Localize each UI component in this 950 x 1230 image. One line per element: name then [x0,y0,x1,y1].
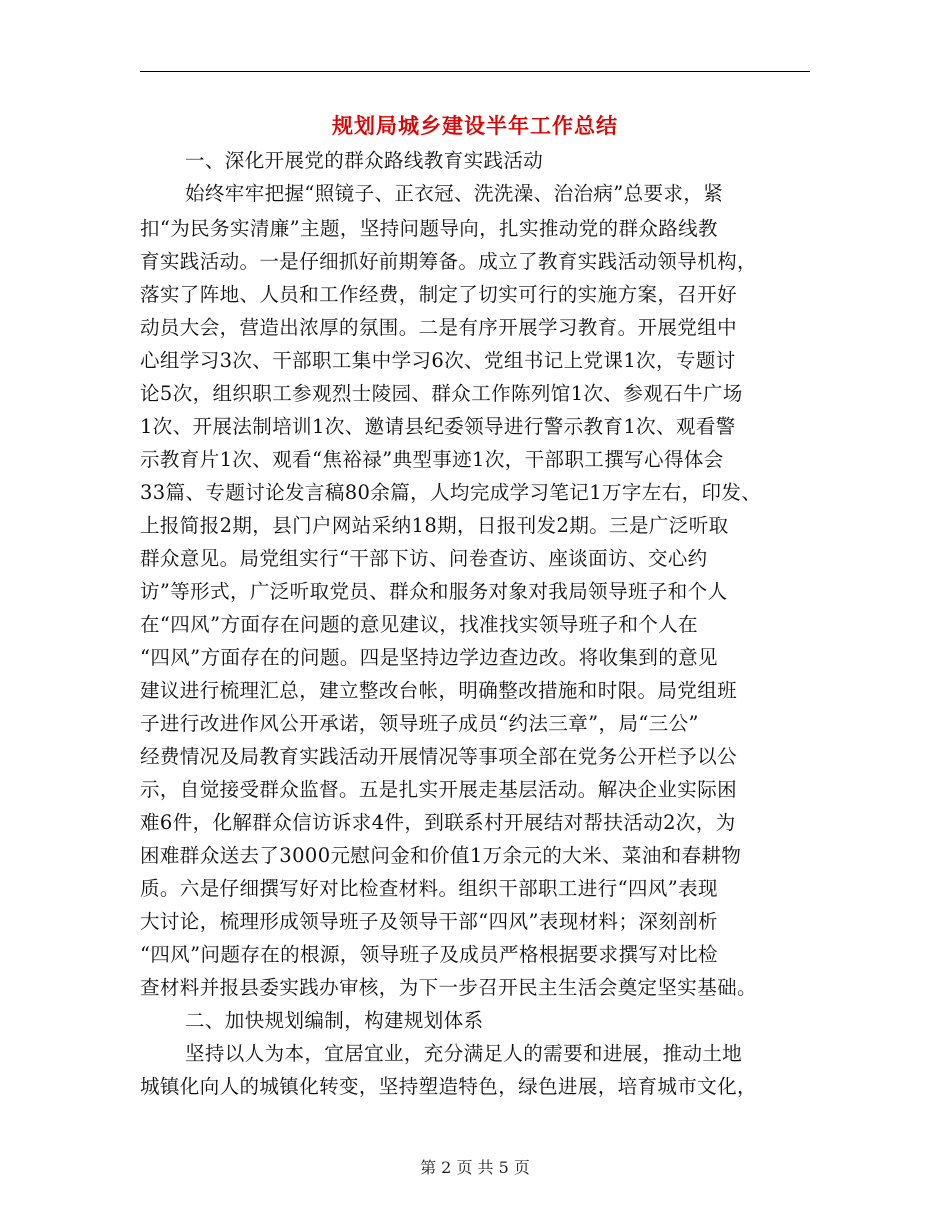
paragraph-line: 建议进行梳理汇总，建立整改台帐，明确整改措施和时限。局党组班 [140,679,738,702]
paragraph-line: 扣“为民务实清廉”主题，坚持问题导向，扎实推动党的群众路线教 [140,217,718,240]
paragraph-line: 始终牢牢把握“照镜子、正衣冠、洗洗澡、治治病”总要求，紧 [185,182,724,205]
paragraph-line: 在“四风”方面存在问题的意见建议，找准找实领导班子和个人在 [140,613,699,636]
paragraph-line: 33篇、专题讨论发言稿80余篇，人均完成学习笔记1万字左右，印发、 [140,481,762,504]
paragraph-line: 子进行改进作风公开承诺，领导班子成员“约法三章”，局“三公” [140,712,699,735]
paragraph-line: 困难群众送去了3000元慰问金和价值1万余元的大米、菜油和春耕物 [140,844,742,867]
paragraph-line: 心组学习3次、干部职工集中学习6次、党组书记上党课1次，专题讨 [140,349,736,372]
paragraph-line: “四风”方面存在的问题。四是坚持边学边查边改。将收集到的意见 [140,646,718,669]
paragraph-line: 1次、开展法制培训1次、邀请县纪委领导进行警示教育1次、观看警 [140,415,736,438]
paragraph-line: 论5次，组织职工参观烈士陵园、群众工作陈列馆1次、参观石牛广场 [140,382,743,405]
paragraph-line: 质。六是仔细撰写好对比检查材料。组织干部职工进行“四风”表现 [140,877,718,900]
document-title: 规划局城乡建设半年工作总结 [332,113,618,138]
paragraph-line: 大讨论，梳理形成领导班子及领导干部“四风”表现材料；深刻剖析 [140,910,718,933]
section-heading-2: 二、加快规划编制，构建规划体系 [185,1009,484,1032]
paragraph-line: 育实践活动。一是仔细抓好前期筹备。成立了教育实践活动领导机构， [140,250,757,273]
paragraph-line: 落实了阵地、人员和工作经费，制定了切实可行的实施方案，召开好 [140,283,738,306]
paragraph-line: 上报简报2期，县门户网站采纳18期，日报刊发2期。三是广泛听取 [140,514,729,537]
paragraph-line: 城镇化向人的城镇化转变，坚持塑造特色，绿色进展，培育城市文化， [140,1075,757,1098]
paragraph-line: 示教育片1次、观看“焦裕禄”典型事迹1次，干部职工撰写心得体会 [140,448,724,471]
paragraph-line: 难6件，化解群众信访诉求4件，到联系村开展结对帮扶活动2次，为 [140,811,736,834]
paragraph-line: 坚持以人为本，宜居宜业，充分满足人的需要和进展，推动土地 [185,1042,743,1065]
paragraph-line: 群众意见。局党组实行“干部下访、问卷查访、座谈面访、交心约 [140,547,708,570]
paragraph-line: 经费情况及局教育实践活动开展情况等事项全部在党务公开栏予以公 [140,745,738,768]
section-heading-1: 一、深化开展党的群众路线教育实践活动 [185,149,544,172]
page-footer: 第 2 页 共 5 页 [420,1158,530,1177]
paragraph-line: 访”等形式，广泛听取党员、群众和服务对象对我局领导班子和个人 [140,580,728,603]
paragraph-line: 动员大会，营造出浓厚的氛围。二是有序开展学习教育。开展党组中 [140,316,738,339]
paragraph-line: 示，自觉接受群众监督。五是扎实开展走基层活动。解决企业实际困 [140,778,738,801]
paragraph-line: “四风”问题存在的根源，领导班子及成员严格根据要求撰写对比检 [140,943,718,966]
paragraph-line: 查材料并报县委实践办审核，为下一步召开民主生活会奠定坚实基础。 [140,976,757,999]
